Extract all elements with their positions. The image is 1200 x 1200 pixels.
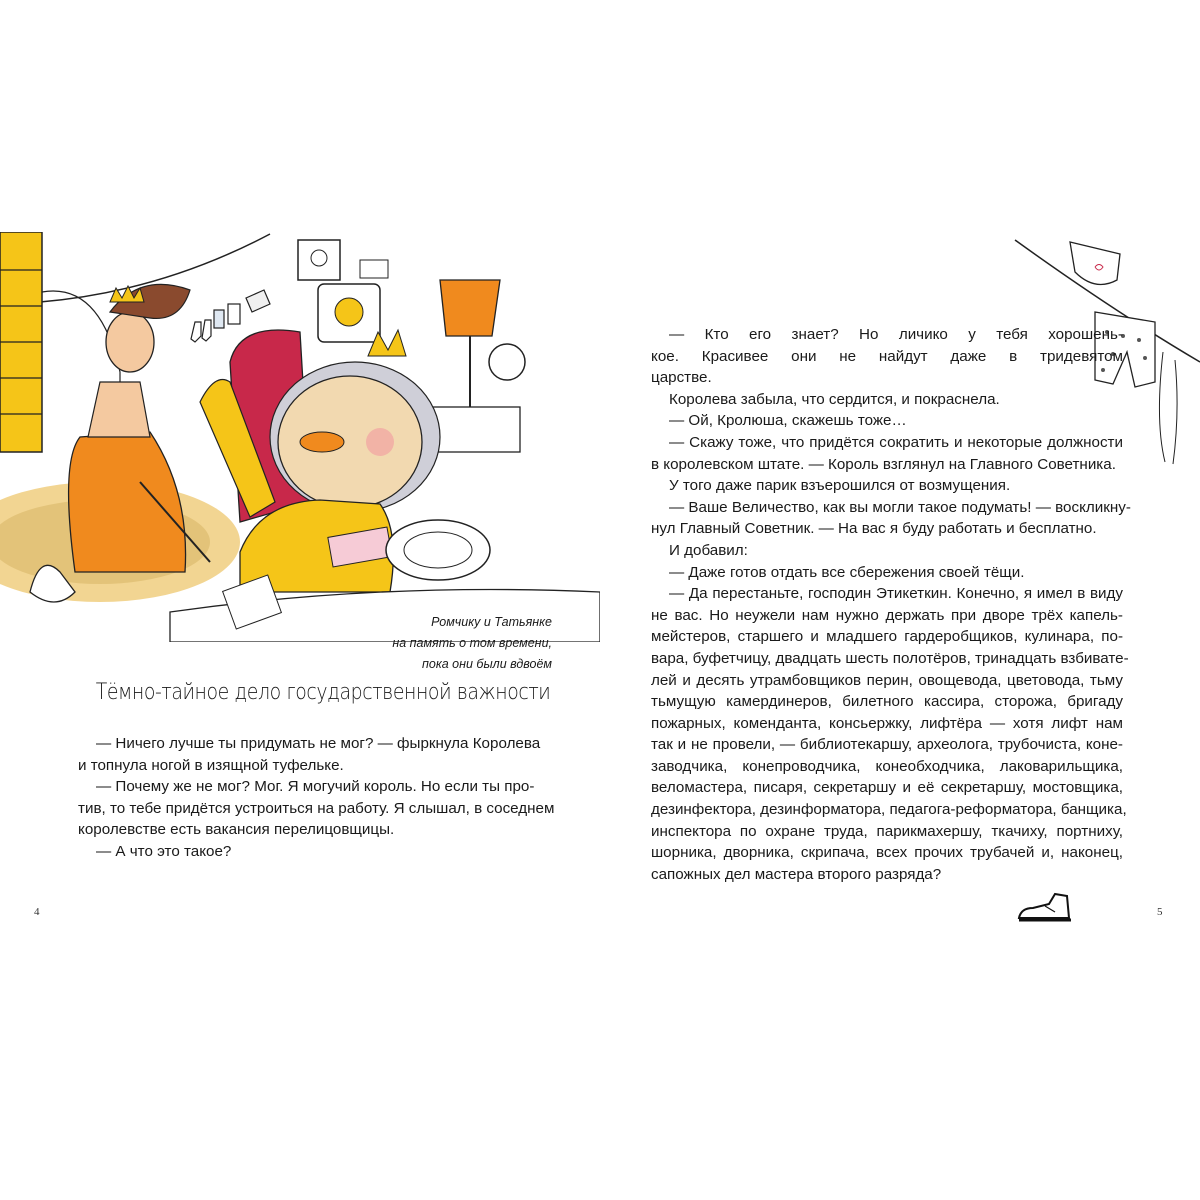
text-line: — Да перестаньте, господин Этикеткин. Конечно, я имел в виду bbox=[669, 585, 1123, 603]
text-line: тив, то тебе придётся устроиться на работу. Я слышал, в соседнем bbox=[78, 799, 555, 817]
text-line: не вас. Но неужели нам нужно держать при дворе трёх капель- bbox=[651, 606, 1123, 624]
text-line: так и не провели, — библиотекаршу, археолога, трубочиста, коне- bbox=[651, 736, 1123, 754]
text-line: Королева забыла, что сердится, и покраснела. bbox=[669, 390, 1000, 408]
text-line: инспектора по охране труда, парикмахершу, ткачиху, портниху, bbox=[651, 822, 1123, 840]
text-line: вара, буфетчицу, двадцать шесть полотёров, тринадцать взбивате- bbox=[651, 649, 1129, 667]
text-line: кое. Красивее они не найдут даже в тридевятом bbox=[651, 347, 1123, 365]
caption-line: на память о том времени, bbox=[392, 636, 552, 650]
text-line: — Кто его знает? Но личико у тебя хорошень- bbox=[669, 326, 1123, 343]
text-line: лей и десять утрамбовщиков перин, овощевода, цветовода, тьму bbox=[651, 671, 1123, 689]
text-line: тьмущую камердинеров, билетного кассира, сторожа, бригаду bbox=[651, 693, 1123, 711]
text-line: в королевском штате. — Король взглянул на Главного Советника. bbox=[651, 455, 1116, 473]
king-queen-illustration bbox=[0, 232, 600, 642]
text-line: дезинфектора, дезинформатора, педагога-реформатора, банщика, bbox=[651, 801, 1127, 819]
caption-line: Ромчику и Татьянке bbox=[431, 615, 552, 629]
text-line: — Ваше Величество, как вы могли такое подумать! — воскликну- bbox=[669, 498, 1131, 516]
right-page-text bbox=[651, 324, 1131, 885]
text-line: — Ой, Кролюша, скажешь тоже… bbox=[669, 412, 907, 430]
shoe-icon bbox=[1015, 890, 1075, 926]
text-line: королевстве есть вакансия перелицовщицы. bbox=[78, 821, 395, 839]
text-line: — Даже готов отдать все сбережения своей тёщи. bbox=[669, 563, 1025, 581]
page-number-right: 5 bbox=[1157, 906, 1163, 918]
left-page-text bbox=[78, 733, 555, 863]
text-line: веломастера, писаря, секретаршу и её секретаршу, мостовщика, bbox=[651, 779, 1123, 797]
caption-line: пока они были вдвоём bbox=[422, 657, 552, 671]
text-line: нул Главный Советник. — На вас я буду работать и бесплатно. bbox=[651, 520, 1097, 538]
text-line: царстве. bbox=[651, 369, 712, 387]
text-line: — Почему же не мог? Мог. Я могучий король. Но если ты про- bbox=[96, 778, 535, 796]
text-line: шорника, дворника, скрипача, всех прочих трубачей и, наконец, bbox=[651, 844, 1123, 862]
text-line: сапожных дел мастера второго разряда? bbox=[651, 865, 942, 883]
dedication-caption bbox=[360, 612, 552, 675]
chapter-title: Тёмно-тайное дело государственной важности bbox=[95, 680, 551, 705]
text-line: пожарных, коменданта, консьержку, лифтёра — хотя лифт нам bbox=[651, 714, 1123, 732]
text-line: И добавил: bbox=[669, 541, 748, 559]
text-line: — Скажу тоже, что придётся сократить и некоторые должности bbox=[669, 433, 1123, 451]
text-line: — Ничего лучше ты придумать не мог? — фыркнула Королева bbox=[96, 735, 541, 752]
page-number-left: 4 bbox=[34, 906, 40, 918]
text-line: и топнула ногой в изящной туфельке. bbox=[78, 756, 344, 774]
text-line: мейстеров, старшего и младшего гардеробщиков, кулинара, по- bbox=[651, 628, 1123, 646]
text-line: заводчика, конепроводчика, конеобходчика, лаковарильщика, bbox=[651, 757, 1123, 775]
text-line: У того даже парик взъерошился от возмущения. bbox=[669, 477, 1011, 495]
text-line: — А что это такое? bbox=[96, 842, 232, 860]
